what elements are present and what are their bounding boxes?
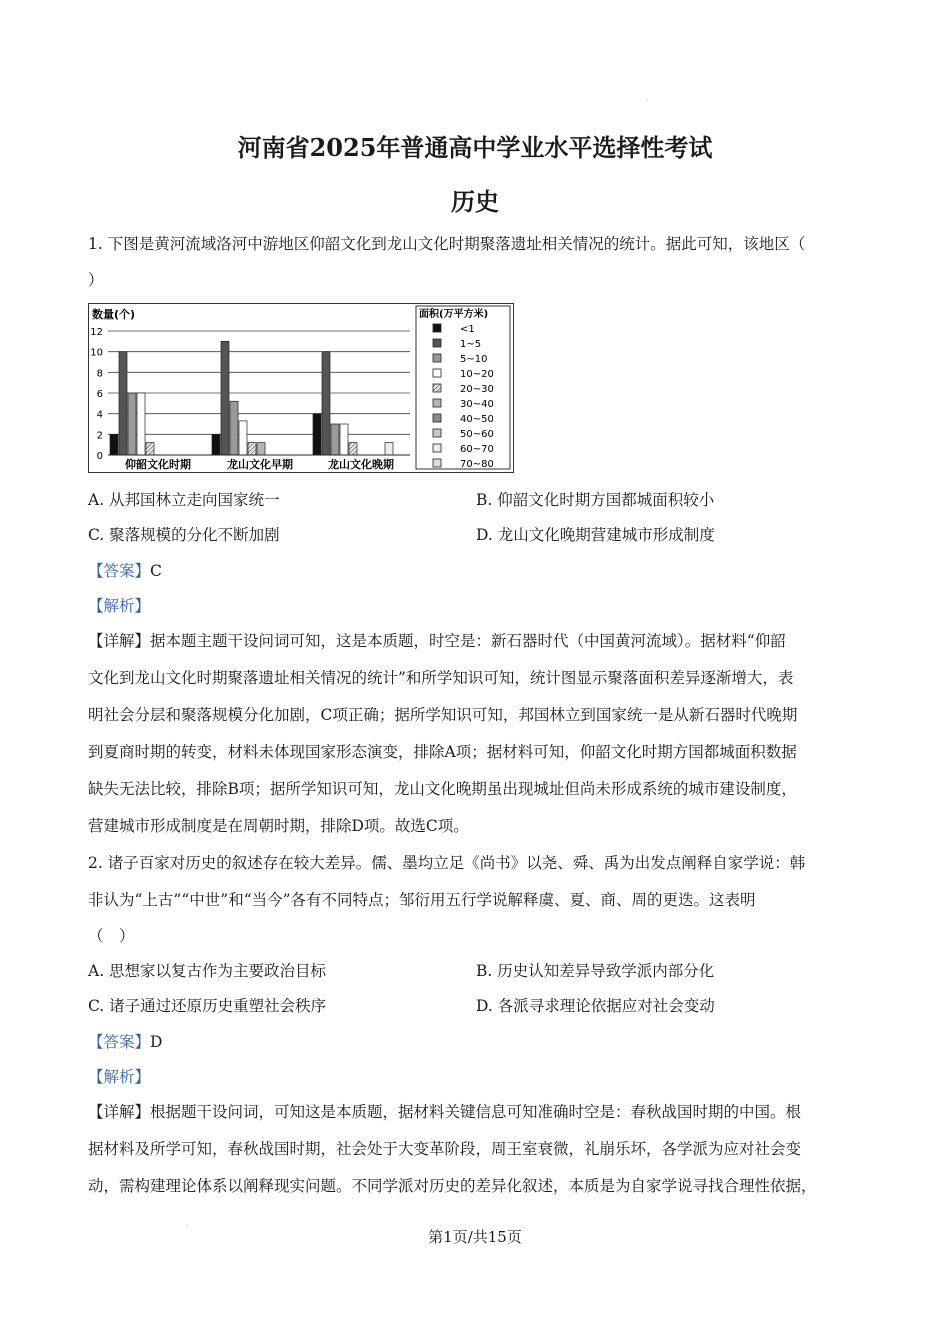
y-tick-label: 10 bbox=[90, 347, 103, 359]
q1-stem-line-2: ） bbox=[88, 271, 104, 289]
bar-2-2 bbox=[331, 424, 339, 455]
exam-title: 河南省2025年普通高中学业水平选择性考试 bbox=[237, 133, 713, 162]
bar-2-8 bbox=[385, 443, 393, 455]
bar-1-3 bbox=[239, 421, 247, 455]
scan-speck: · bbox=[186, 1222, 189, 1231]
chart-ylabel: 数量(个) bbox=[92, 308, 136, 321]
q1-option-b: B. 仰韶文化时期方国都城面积较小 bbox=[476, 491, 715, 509]
legend-swatch bbox=[433, 324, 441, 332]
legend-label: 20~30 bbox=[460, 384, 494, 395]
q1-option-d: D. 龙山文化晚期营建城市形成制度 bbox=[476, 526, 715, 544]
y-tick-label: 4 bbox=[96, 409, 103, 421]
q2-stem-line-1: 2. 诸子百家对历史的叙述存在较大差异。儒、墨均立足《尚书》以尧、舜、禹为出发点阐释自家学说：韩 bbox=[88, 854, 806, 872]
category-label: 龙山文化晚期 bbox=[328, 458, 394, 471]
q2-detail-line-2: 据材料及所学可知，春秋战国时期，社会处于大变革阶段，周王室衰微，礼崩乐坏，各学派为应对社会变 bbox=[88, 1140, 802, 1158]
q1-option-c: C. 聚落规模的分化不断加剧 bbox=[88, 526, 280, 544]
bar-0-1 bbox=[119, 352, 127, 455]
q2-option-b: B. 历史认知差异导致学派内部分化 bbox=[476, 962, 715, 980]
y-tick-label: 6 bbox=[96, 389, 103, 400]
answer-tag: 【答案】 bbox=[88, 562, 151, 580]
bar-1-0 bbox=[212, 434, 220, 455]
q1-option-a: A. 从邦国林立走向国家统一 bbox=[88, 491, 280, 509]
bar-0-4 bbox=[146, 443, 154, 455]
legend-swatch bbox=[433, 384, 441, 392]
page-number: 第1页/共15页 bbox=[428, 1228, 522, 1246]
answer-tag: 【答案】 bbox=[88, 1033, 151, 1051]
answer-value: C bbox=[150, 562, 162, 580]
bar-0-0 bbox=[110, 434, 118, 455]
legend-swatch bbox=[433, 459, 441, 467]
q2-option-d: D. 各派寻求理论依据应对社会变动 bbox=[476, 997, 715, 1015]
bar-2-4 bbox=[349, 443, 357, 455]
legend-label: <1 bbox=[460, 324, 475, 335]
legend-swatch bbox=[433, 444, 441, 452]
y-tick-label: 2 bbox=[96, 430, 103, 442]
legend-label: 40~50 bbox=[460, 414, 494, 425]
q2-detail-line-1: 【详解】根据题干设问词，可知这是本质题，据材料关键信息可知准确时空是：春秋战国时期的中国。根 bbox=[88, 1103, 802, 1121]
legend-label: 1~5 bbox=[460, 339, 482, 350]
q1-detail-line-4: 到夏商时期的转变，材料未体现国家形态演变，排除A项；据材料可知，仰韶文化时期方国都城面积数据 bbox=[88, 743, 797, 761]
bar-0-2 bbox=[128, 393, 136, 455]
answer-value: D bbox=[150, 1033, 163, 1051]
legend-swatch bbox=[433, 414, 441, 422]
legend-swatch bbox=[433, 399, 441, 407]
subject-title: 历史 bbox=[451, 187, 499, 216]
legend-label: 50~60 bbox=[460, 429, 494, 440]
q2-option-a: A. 思想家以复古作为主要政治目标 bbox=[88, 962, 327, 980]
legend-swatch bbox=[433, 369, 441, 377]
category-label: 龙山文化早期 bbox=[227, 458, 293, 471]
bar-1-5 bbox=[257, 443, 265, 455]
detail-tag: 【详解】 bbox=[88, 1103, 151, 1121]
y-tick-label: 12 bbox=[90, 327, 103, 338]
legend-label: 60~70 bbox=[460, 444, 494, 455]
q2-answer bbox=[88, 1030, 162, 1052]
bar-2-3 bbox=[340, 424, 348, 455]
y-tick-label: 0 bbox=[96, 451, 103, 462]
q1-detail-line-6: 营建城市形成制度是在周朝时期，排除D项。故选C项。 bbox=[88, 817, 469, 835]
detail-tag: 【详解】 bbox=[88, 632, 151, 650]
q1-analysis-tag: 【解析】 bbox=[88, 597, 151, 615]
legend-label: 10~20 bbox=[460, 369, 494, 380]
bar-2-0 bbox=[313, 414, 321, 455]
legend-swatch bbox=[433, 354, 441, 362]
bar-1-4 bbox=[248, 443, 256, 455]
q1-answer bbox=[88, 559, 162, 581]
category-label: 仰韶文化时期 bbox=[125, 458, 191, 471]
q1-stem-line-1: 1. 下图是黄河流域洛河中游地区仰韶文化到龙山文化时期聚落遗址相关情况的统计。据此可知，该地区（ bbox=[88, 235, 806, 253]
legend-label: 5~10 bbox=[460, 354, 488, 365]
q2-option-c: C. 诸子通过还原历史重塑社会秩序 bbox=[88, 997, 327, 1015]
legend-swatch bbox=[433, 339, 441, 347]
y-tick-label: 8 bbox=[96, 368, 103, 380]
q1-detail-line-3: 明社会分层和聚落规模分化加剧，C项正确；据所学知识可知，邦国林立到国家统一是从新石器时代晚期 bbox=[88, 706, 798, 724]
q1-detail-line-2: 文化到龙山文化时期聚落遗址相关情况的统计”和所学知识可知，统计图显示聚落面积差异逐渐增大，表 bbox=[88, 669, 794, 687]
legend-title: 面积(万平方米) bbox=[419, 309, 489, 320]
q2-stem-line-2: 非认为“上古”“中世”和“当今”各有不同特点；邹衍用五行学说解释虞、夏、商、周的更迭。这表明 bbox=[88, 891, 756, 909]
bar-1-1 bbox=[221, 341, 229, 455]
q2-stem-line-3: （ ） bbox=[88, 927, 135, 945]
scan-speck: · bbox=[646, 96, 649, 105]
legend-swatch bbox=[433, 429, 441, 437]
q2-detail-line-3: 动，需构建理论体系以阐释现实问题。不同学派对历史的差异化叙述，本质是为自家学说寻找合理性依据， bbox=[88, 1177, 817, 1195]
bar-1-2 bbox=[230, 401, 238, 455]
q2-analysis-tag: 【解析】 bbox=[88, 1068, 151, 1086]
settlement-bar-chart bbox=[88, 303, 514, 473]
q1-detail-line-1: 【详解】据本题主题干设问词可知，这是本质题，时空是：新石器时代（中国黄河流域）。据材料“仰韶 bbox=[88, 632, 786, 650]
q1-detail-line-5: 缺失无法比较，排除B项；据所学知识可知，龙山文化晚期虽出现城址但尚未形成系统的城市建设制度， bbox=[88, 780, 797, 798]
legend-label: 70~80 bbox=[460, 459, 494, 470]
bar-0-3 bbox=[137, 393, 145, 455]
bar-2-1 bbox=[322, 352, 330, 455]
legend-label: 30~40 bbox=[460, 399, 494, 410]
